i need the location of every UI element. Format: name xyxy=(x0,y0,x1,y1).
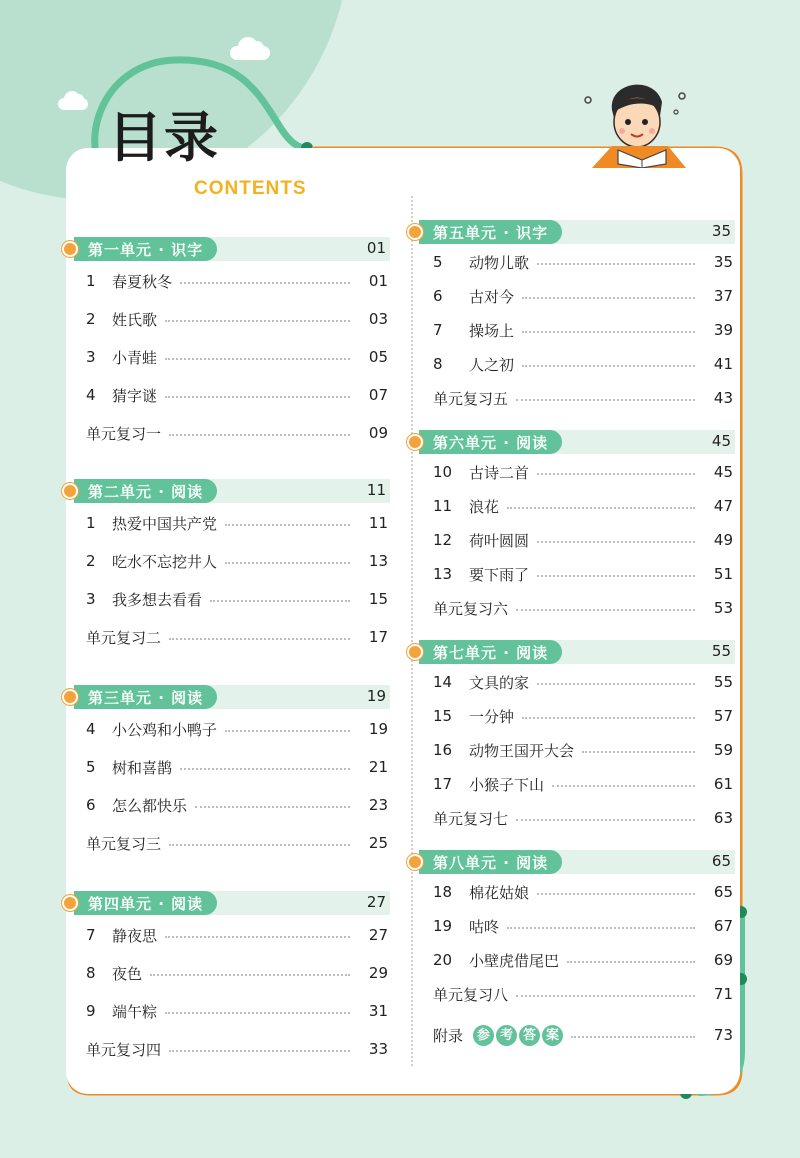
entry-page: 67 xyxy=(713,917,733,935)
unit-title: 第三单元 · 阅读 xyxy=(88,688,204,707)
entry-page: 65 xyxy=(713,883,733,901)
entry-title: 单元复习六 xyxy=(433,599,509,618)
toc-entry[interactable] xyxy=(405,455,735,489)
bullet-dot-icon xyxy=(407,434,423,450)
entry-title: 单元复习五 xyxy=(433,389,509,408)
entry-number: 6 xyxy=(433,287,443,305)
entry-page: 35 xyxy=(713,253,733,271)
entry-page: 19 xyxy=(368,720,388,738)
entry-title: 小猴子下山 xyxy=(469,775,545,794)
entry-number: 7 xyxy=(433,321,443,339)
unit-page-number: 27 xyxy=(366,893,386,911)
leader-dots xyxy=(165,1012,350,1014)
toc-entry[interactable] xyxy=(60,542,390,580)
entry-title: 单元复习七 xyxy=(433,809,509,828)
entry-number: 11 xyxy=(433,497,453,515)
entry-title: 动物儿歌 xyxy=(469,253,530,272)
toc-entry[interactable] xyxy=(60,338,390,376)
bullet-dot-icon xyxy=(62,689,78,705)
toc-left-column xyxy=(60,232,390,1068)
answer-key-badges xyxy=(473,1025,563,1046)
entry-page: 47 xyxy=(713,497,733,515)
entry-number: 1 xyxy=(86,514,96,532)
unit-header[interactable] xyxy=(405,219,735,245)
entry-number: 4 xyxy=(86,386,96,404)
leader-dots xyxy=(150,974,350,976)
entry-page: 49 xyxy=(713,531,733,549)
leader-dots xyxy=(165,358,350,360)
toc-entry[interactable] xyxy=(405,591,735,625)
entry-page: 03 xyxy=(368,310,388,328)
leader-dots xyxy=(571,1036,695,1038)
kid-reading-illustration xyxy=(582,72,692,168)
unit-header[interactable] xyxy=(405,429,735,455)
entry-title: 单元复习八 xyxy=(433,985,509,1004)
unit-title: 第五单元 · 识字 xyxy=(433,223,549,242)
unit-page-number: 35 xyxy=(711,222,731,240)
entry-page: 07 xyxy=(368,386,388,404)
leader-dots xyxy=(210,600,350,602)
toc-entry[interactable] xyxy=(405,665,735,699)
toc-entry[interactable] xyxy=(405,801,735,835)
entry-title: 夜色 xyxy=(112,964,143,983)
entry-title: 小青蛙 xyxy=(112,348,158,367)
unit-banner xyxy=(419,850,562,874)
entry-title: 一分钟 xyxy=(469,707,515,726)
entry-page: 11 xyxy=(368,514,388,532)
entry-title: 吃水不忘挖井人 xyxy=(112,552,218,571)
unit-header[interactable] xyxy=(405,849,735,875)
entry-title: 怎么都快乐 xyxy=(112,796,188,815)
unit-banner xyxy=(74,237,217,261)
leader-dots xyxy=(537,575,695,577)
answer-badge: 答 xyxy=(519,1025,540,1046)
leader-dots xyxy=(225,524,350,526)
leader-dots xyxy=(225,562,350,564)
toc-entry[interactable] xyxy=(60,786,390,824)
entry-page: 27 xyxy=(368,926,388,944)
unit-header[interactable] xyxy=(60,890,390,916)
entry-page: 01 xyxy=(368,272,388,290)
entry-page: 25 xyxy=(368,834,388,852)
leader-dots xyxy=(507,507,695,509)
entry-page: 09 xyxy=(368,424,388,442)
entry-number: 5 xyxy=(86,758,96,776)
toc-entry[interactable] xyxy=(405,733,735,767)
entry-page: 69 xyxy=(713,951,733,969)
toc-entry[interactable] xyxy=(60,824,390,862)
appendix-label: 附录 xyxy=(433,1026,464,1045)
toc-entry[interactable] xyxy=(405,313,735,347)
entry-page: 59 xyxy=(713,741,733,759)
toc-entry[interactable] xyxy=(405,245,735,279)
toc-entry[interactable] xyxy=(405,381,735,415)
bullet-dot-icon xyxy=(407,644,423,660)
toc-entry[interactable] xyxy=(60,580,390,618)
entry-page: 53 xyxy=(713,599,733,617)
leader-dots xyxy=(522,331,695,333)
page-title: 目录 xyxy=(108,106,220,169)
page-subtitle: CONTENTS xyxy=(194,178,307,199)
entry-page: 29 xyxy=(368,964,388,982)
unit-page-number: 55 xyxy=(711,642,731,660)
entry-page: 23 xyxy=(368,796,388,814)
toc-entry[interactable] xyxy=(60,504,390,542)
unit-title: 第七单元 · 阅读 xyxy=(433,643,549,662)
entry-number: 16 xyxy=(433,741,453,759)
entry-page: 17 xyxy=(368,628,388,646)
bullet-dot-icon xyxy=(407,854,423,870)
entry-page: 37 xyxy=(713,287,733,305)
toc-entry[interactable] xyxy=(60,618,390,656)
entry-title: 静夜思 xyxy=(112,926,158,945)
toc-entry[interactable] xyxy=(60,748,390,786)
entry-page: 63 xyxy=(713,809,733,827)
leader-dots xyxy=(195,806,350,808)
entry-page: 21 xyxy=(368,758,388,776)
unit-page-number: 19 xyxy=(366,687,386,705)
entry-title: 浪花 xyxy=(469,497,500,516)
unit-header[interactable] xyxy=(60,478,390,504)
leader-dots xyxy=(507,927,695,929)
leader-dots xyxy=(165,320,350,322)
entry-title: 单元复习一 xyxy=(86,424,162,443)
toc-entry[interactable] xyxy=(405,977,735,1011)
leader-dots xyxy=(516,819,695,821)
leader-dots xyxy=(180,768,350,770)
entry-page: 61 xyxy=(713,775,733,793)
entry-number: 20 xyxy=(433,951,453,969)
leader-dots xyxy=(522,717,695,719)
entry-number: 18 xyxy=(433,883,453,901)
entry-number: 13 xyxy=(433,565,453,583)
unit-header[interactable] xyxy=(60,236,390,262)
toc-entry[interactable] xyxy=(60,300,390,338)
entry-number: 17 xyxy=(433,775,453,793)
leader-dots xyxy=(522,365,695,367)
entry-title: 棉花姑娘 xyxy=(469,883,530,902)
toc-entry[interactable] xyxy=(405,557,735,591)
unit-banner xyxy=(74,891,217,915)
leader-dots xyxy=(537,683,695,685)
leader-dots xyxy=(169,434,350,436)
entry-number: 7 xyxy=(86,926,96,944)
entry-title: 文具的家 xyxy=(469,673,530,692)
entry-title: 要下雨了 xyxy=(469,565,530,584)
entry-page: 51 xyxy=(713,565,733,583)
unit-title: 第六单元 · 阅读 xyxy=(433,433,549,452)
leader-dots xyxy=(180,282,350,284)
leader-dots xyxy=(165,936,350,938)
leader-dots xyxy=(516,609,695,611)
toc-entry[interactable] xyxy=(60,916,390,954)
entry-title: 咕咚 xyxy=(469,917,500,936)
title-block xyxy=(108,106,307,199)
toc-entry[interactable] xyxy=(405,523,735,557)
unit-title: 第一单元 · 识字 xyxy=(88,240,204,259)
entry-number: 1 xyxy=(86,272,96,290)
entry-title: 热爱中国共产党 xyxy=(112,514,218,533)
entry-number: 12 xyxy=(433,531,453,549)
toc-entry[interactable] xyxy=(60,954,390,992)
entry-title: 小壁虎借尾巴 xyxy=(469,951,560,970)
unit-page-number: 45 xyxy=(711,432,731,450)
leader-dots xyxy=(169,844,350,846)
leader-dots xyxy=(552,785,695,787)
entry-page: 39 xyxy=(713,321,733,339)
entry-page: 41 xyxy=(713,355,733,373)
entry-number: 9 xyxy=(86,1002,96,1020)
entry-title: 荷叶圆圆 xyxy=(469,531,530,550)
entry-title: 姓氏歌 xyxy=(112,310,158,329)
entry-number: 3 xyxy=(86,348,96,366)
entry-number: 8 xyxy=(433,355,443,373)
entry-page: 15 xyxy=(368,590,388,608)
toc-entry[interactable] xyxy=(60,414,390,452)
entry-number: 2 xyxy=(86,552,96,570)
toc-entry[interactable] xyxy=(60,992,390,1030)
entry-title: 动物王国开大会 xyxy=(469,741,575,760)
bullet-dot-icon xyxy=(62,241,78,257)
toc-entry[interactable] xyxy=(405,767,735,801)
entry-page: 55 xyxy=(713,673,733,691)
entry-page: 31 xyxy=(368,1002,388,1020)
toc-entry[interactable] xyxy=(405,699,735,733)
unit-banner xyxy=(419,430,562,454)
leader-dots xyxy=(169,1050,350,1052)
unit-page-number: 11 xyxy=(366,481,386,499)
unit-banner xyxy=(419,640,562,664)
answer-badge: 案 xyxy=(542,1025,563,1046)
entry-page: 71 xyxy=(713,985,733,1003)
entry-page: 05 xyxy=(368,348,388,366)
toc-entry[interactable] xyxy=(405,943,735,977)
entry-title: 古诗二首 xyxy=(469,463,530,482)
toc-entry[interactable] xyxy=(60,710,390,748)
leader-dots xyxy=(537,541,695,543)
unit-banner xyxy=(419,220,562,244)
leader-dots xyxy=(522,297,695,299)
leader-dots xyxy=(537,263,695,265)
entry-number: 15 xyxy=(433,707,453,725)
unit-page-number: 01 xyxy=(366,239,386,257)
unit-title: 第四单元 · 阅读 xyxy=(88,894,204,913)
leader-dots xyxy=(567,961,695,963)
bullet-dot-icon xyxy=(62,895,78,911)
leader-dots xyxy=(537,893,695,895)
entry-title: 端午粽 xyxy=(112,1002,158,1021)
toc-entry[interactable] xyxy=(405,909,735,943)
appendix-page: 73 xyxy=(713,1026,733,1044)
entry-title: 树和喜鹊 xyxy=(112,758,173,777)
entry-title: 操场上 xyxy=(469,321,515,340)
entry-page: 43 xyxy=(713,389,733,407)
toc-entry[interactable] xyxy=(60,1030,390,1068)
toc-entry[interactable] xyxy=(405,279,735,313)
leader-dots xyxy=(582,751,695,753)
toc-entry[interactable] xyxy=(405,875,735,909)
entry-title: 单元复习二 xyxy=(86,628,162,647)
entry-number: 6 xyxy=(86,796,96,814)
entry-number: 5 xyxy=(433,253,443,271)
entry-page: 57 xyxy=(713,707,733,725)
appendix-entry[interactable] xyxy=(405,1011,735,1059)
unit-header[interactable] xyxy=(60,684,390,710)
leader-dots xyxy=(225,730,350,732)
leader-dots xyxy=(165,396,350,398)
entry-page: 33 xyxy=(368,1040,388,1058)
toc-right-column xyxy=(405,215,735,1059)
unit-title: 第八单元 · 阅读 xyxy=(433,853,549,872)
entry-title: 单元复习三 xyxy=(86,834,162,853)
unit-page-number: 65 xyxy=(711,852,731,870)
entry-title: 春夏秋冬 xyxy=(112,272,173,291)
entry-title: 小公鸡和小鸭子 xyxy=(112,720,218,739)
entry-title: 我多想去看看 xyxy=(112,590,203,609)
toc-entry[interactable] xyxy=(60,262,390,300)
bullet-dot-icon xyxy=(62,483,78,499)
leader-dots xyxy=(516,399,695,401)
entry-number: 10 xyxy=(433,463,453,481)
entry-number: 14 xyxy=(433,673,453,691)
entry-page: 13 xyxy=(368,552,388,570)
leader-dots xyxy=(537,473,695,475)
unit-banner xyxy=(74,479,217,503)
toc-entry[interactable] xyxy=(405,347,735,381)
entry-number: 4 xyxy=(86,720,96,738)
answer-badge: 考 xyxy=(496,1025,517,1046)
entry-number: 8 xyxy=(86,964,96,982)
entry-title: 古对今 xyxy=(469,287,515,306)
unit-header[interactable] xyxy=(405,639,735,665)
entry-number: 3 xyxy=(86,590,96,608)
toc-entry[interactable] xyxy=(405,489,735,523)
entry-number: 19 xyxy=(433,917,453,935)
unit-title: 第二单元 · 阅读 xyxy=(88,482,204,501)
leader-dots xyxy=(169,638,350,640)
entry-title: 猜字谜 xyxy=(112,386,158,405)
entry-title: 人之初 xyxy=(469,355,515,374)
bullet-dot-icon xyxy=(407,224,423,240)
entry-number: 2 xyxy=(86,310,96,328)
leader-dots xyxy=(516,995,695,997)
toc-entry[interactable] xyxy=(60,376,390,414)
unit-banner xyxy=(74,685,217,709)
entry-page: 45 xyxy=(713,463,733,481)
answer-badge: 参 xyxy=(473,1025,494,1046)
entry-title: 单元复习四 xyxy=(86,1040,162,1059)
